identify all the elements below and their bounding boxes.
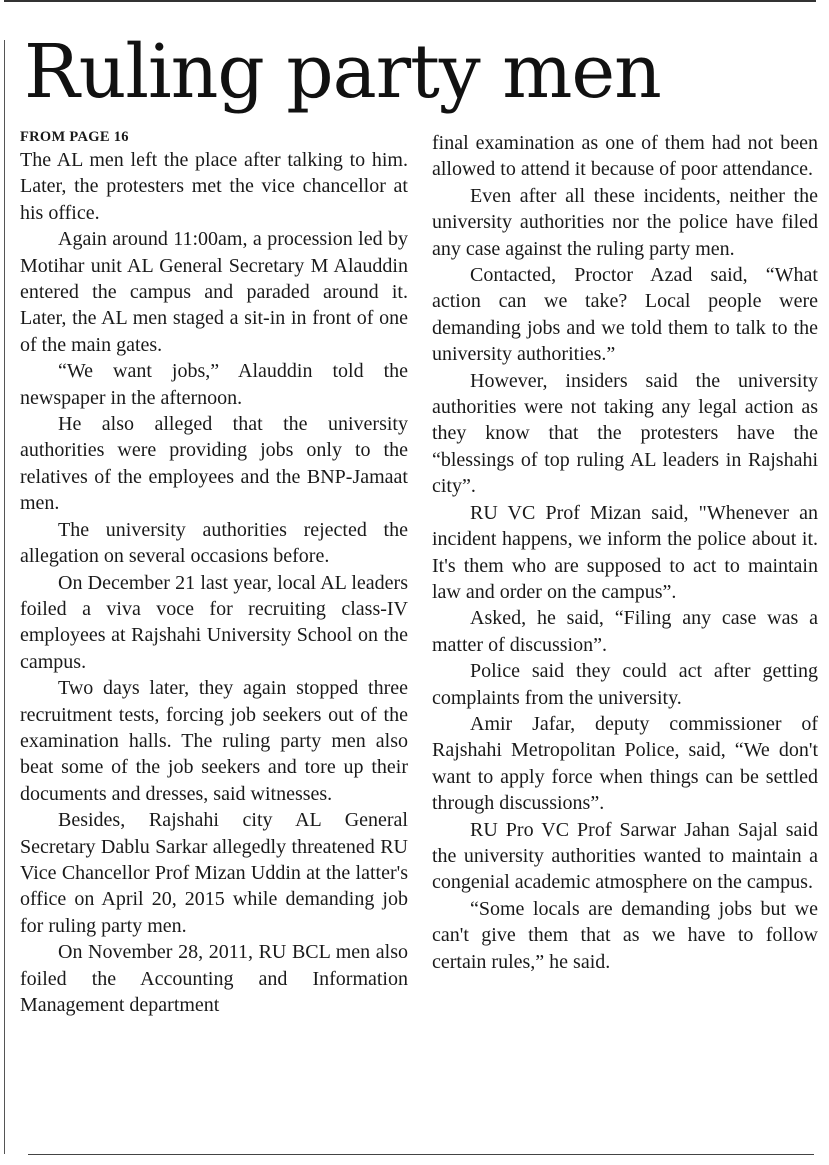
top-rule: [4, 0, 816, 2]
paragraph: He also alleged that the university authorities were providing jobs only to the relatives of the employees and the BNP-Jamaat men.: [20, 413, 408, 515]
paragraph: Even after all these incidents, neither the university authorities nor the police have filed any case against the ruling party men.: [432, 184, 818, 260]
headline: Ruling party men: [24, 29, 661, 115]
paragraph: Police said they could act after getting complaints from the university.: [432, 660, 818, 709]
paragraph: RU VC Prof Mizan said, "Whenever an incident happens, we inform the police about it. It's them who are supposed to act to maintain law and order on the campus”.: [432, 501, 818, 603]
paragraph: Contacted, Proctor Azad said, “What action can we take? Local people were demanding jobs and we told them to talk to the university authorities.”: [432, 264, 818, 366]
paragraph: RU Pro VC Prof Sarwar Jahan Sajal said the university authorities wanted to maintain a congenial academic atmosphere on the campus.: [432, 818, 818, 894]
continuation-kicker: FROM PAGE 16: [20, 129, 129, 145]
paragraph: Besides, Rajshahi city AL General Secretary Dablu Sarkar allegedly threatened RU Vice Chancellor Prof Mizan Uddin at the latter's office on April 20, 2015 while demanding job for ruling party men.: [20, 809, 408, 937]
paragraph: “Some locals are demanding jobs but we can't give them that as we have to follow certain rules,” he said.: [432, 897, 818, 973]
paragraph: Asked, he said, “Filing any case was a matter of discussion”.: [432, 607, 818, 656]
paragraph: Again around 11:00am, a procession led by Motihar unit AL General Secretary M Alauddin entered the campus and paraded around it. Later, the AL men staged a sit-in in front of one of the main gates.: [20, 228, 408, 356]
paragraph: On November 28, 2011, RU BCL men also foiled the Accounting and Information Management department: [20, 941, 408, 1016]
paragraph: “We want jobs,” Alauddin told the newspaper in the afternoon.: [20, 360, 408, 409]
paragraph: However, insiders said the university authorities were not taking any legal action as they know that the protesters have the “blessings of top ruling AL leaders in Rajshahi city”.: [432, 369, 818, 498]
paragraph: The AL men left the place after talking to him. Later, the protesters met the vice chancellor at his office.: [20, 149, 408, 224]
paragraph: Two days later, they again stopped three recruitment tests, forcing job seekers out of the examination halls. The ruling party men also beat some of the job seekers and tore up their documents and dresses, said witnesses.: [20, 677, 408, 805]
bottom-rule: [28, 1154, 814, 1155]
article-column-left: [20, 128, 408, 1018]
paragraph: Amir Jafar, deputy commissioner of Rajshahi Metropolitan Police, said, “We don't want to apply force when things can be settled through discussions”.: [432, 712, 818, 815]
article-column-right: [432, 130, 818, 975]
paragraph: On December 21 last year, local AL leaders foiled a viva voce for recruiting class-IV employees at Rajshahi University School on the campus.: [20, 571, 408, 673]
paragraph: final examination as one of them had not been allowed to attend it because of poor attendance.: [432, 132, 818, 181]
left-column-rule: [4, 40, 5, 1154]
paragraph: The university authorities rejected the allegation on several occasions before.: [20, 518, 408, 568]
